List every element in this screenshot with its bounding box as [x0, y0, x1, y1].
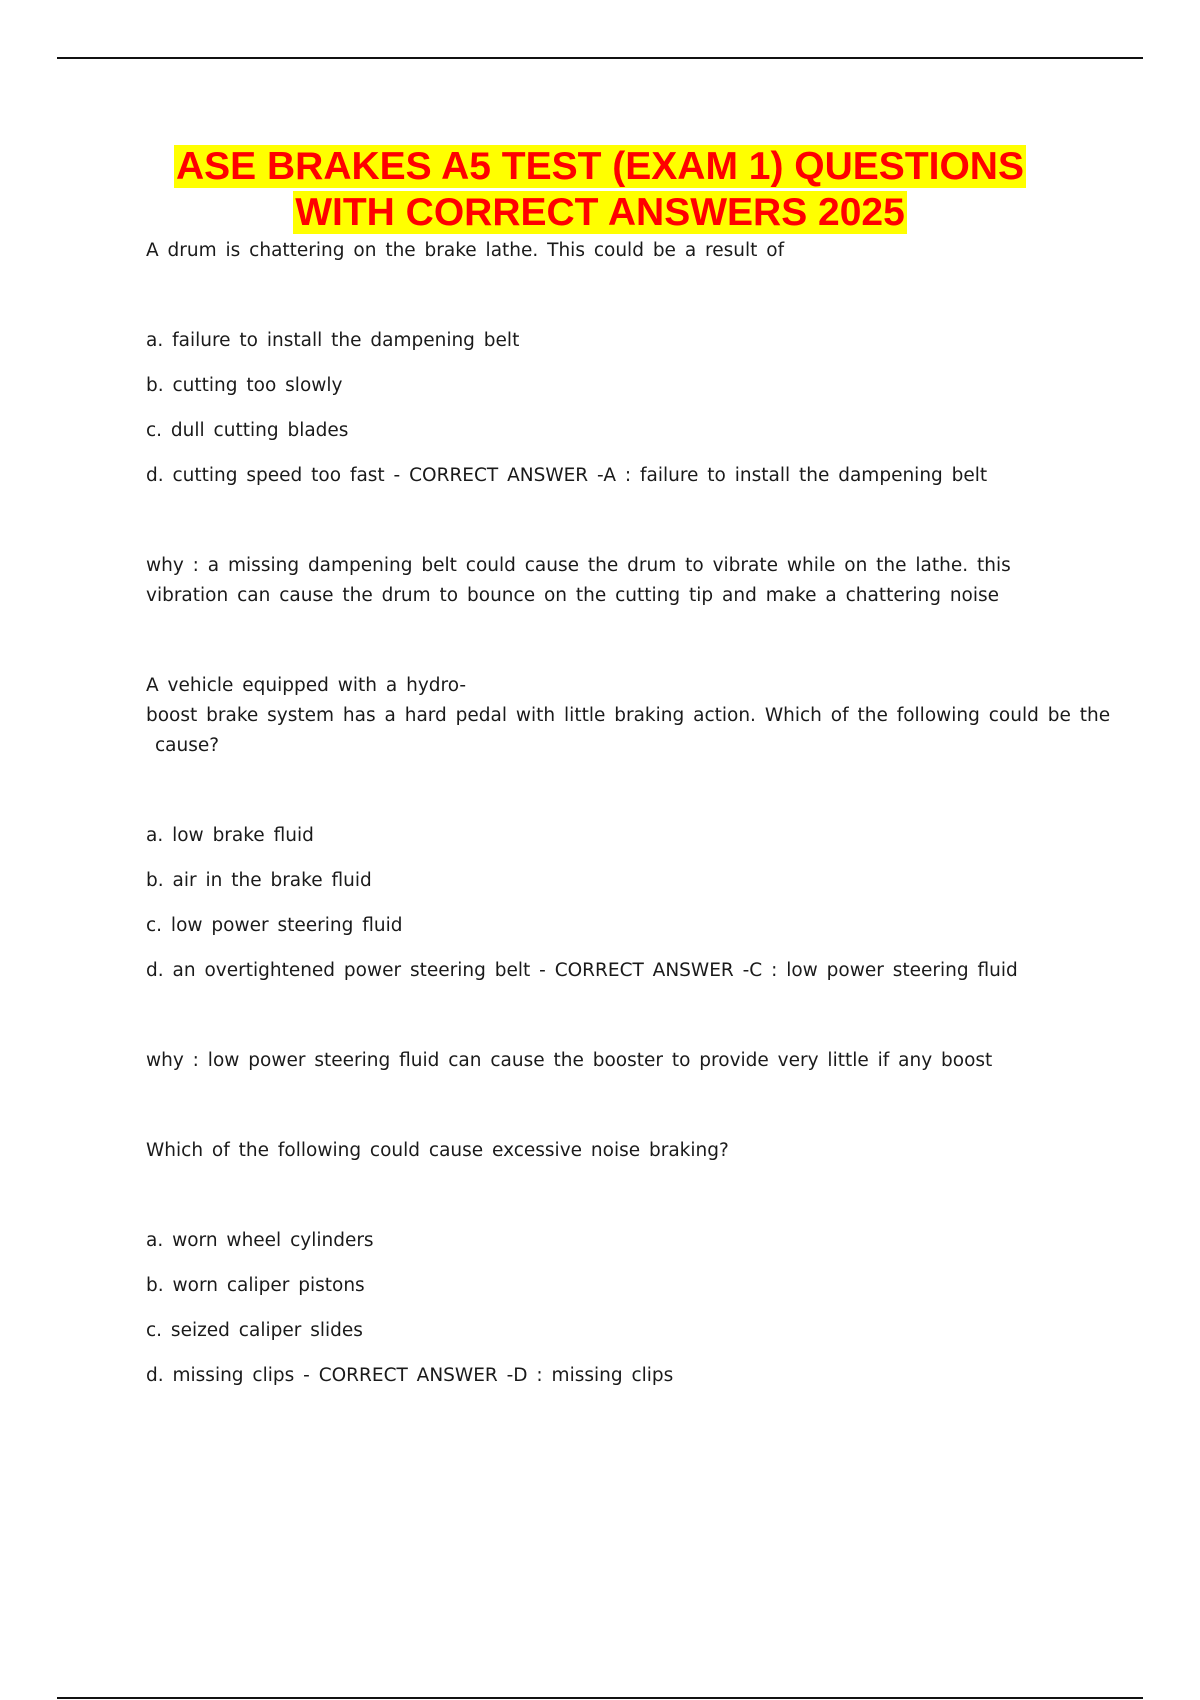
answer-option-b: b. cutting too slowly: [146, 375, 343, 396]
top-rule: [57, 57, 1143, 59]
bottom-rule: [57, 1697, 1143, 1699]
answer-option-c: c. seized caliper slides: [146, 1320, 363, 1341]
answer-option-a: a. worn wheel cylinders: [146, 1230, 374, 1251]
question-text-line-1: A vehicle equipped with a hydro-: [146, 675, 467, 696]
question-block-2: [146, 671, 1111, 1076]
answer-option-d-correct: d. an overtightened power steering belt - CORRECT ANSWER -C : low power steering fluid: [146, 960, 1018, 981]
question-text: Which of the following could cause excessive noise braking?: [146, 1140, 729, 1161]
title-line-2: WITH CORRECT ANSWERS 2025: [295, 191, 905, 234]
question-text-line-2: boost brake system has a hard pedal with little braking action. Which of the following could be the: [146, 705, 1111, 726]
question-text-line-3: cause?: [155, 735, 220, 756]
answer-option-c: c. dull cutting blades: [146, 420, 349, 441]
answer-option-b: b. air in the brake fluid: [146, 870, 372, 891]
answer-explanation: why : low power steering fluid can cause the booster to provide very little if any boost: [146, 1050, 993, 1071]
document-body: [146, 236, 1111, 1391]
answer-option-d-correct: d. missing clips - CORRECT ANSWER -D : missing clips: [146, 1365, 674, 1386]
question-text: A drum is chattering on the brake lathe. This could be a result of: [146, 240, 785, 261]
answer-option-b: b. worn caliper pistons: [146, 1275, 365, 1296]
title-line-1: ASE BRAKES A5 TEST (EXAM 1) QUESTIONS: [175, 145, 1024, 188]
answer-option-c: c. low power steering fluid: [146, 915, 403, 936]
question-block-3: [146, 1136, 1096, 1391]
answer-option-d-correct: d. cutting speed too fast - CORRECT ANSWER -A : failure to install the dampening belt: [146, 465, 988, 486]
answer-option-a: a. failure to install the dampening belt: [146, 330, 520, 351]
answer-explanation: why : a missing dampening belt could cause the drum to vibrate while on the lathe. this vibration can cause the drum to bounce on the cutting tip and make a chattering noise: [146, 555, 1011, 606]
answer-option-a: a. low brake fluid: [146, 825, 314, 846]
question-block-1: [146, 236, 1096, 611]
document-title: [0, 144, 1200, 236]
